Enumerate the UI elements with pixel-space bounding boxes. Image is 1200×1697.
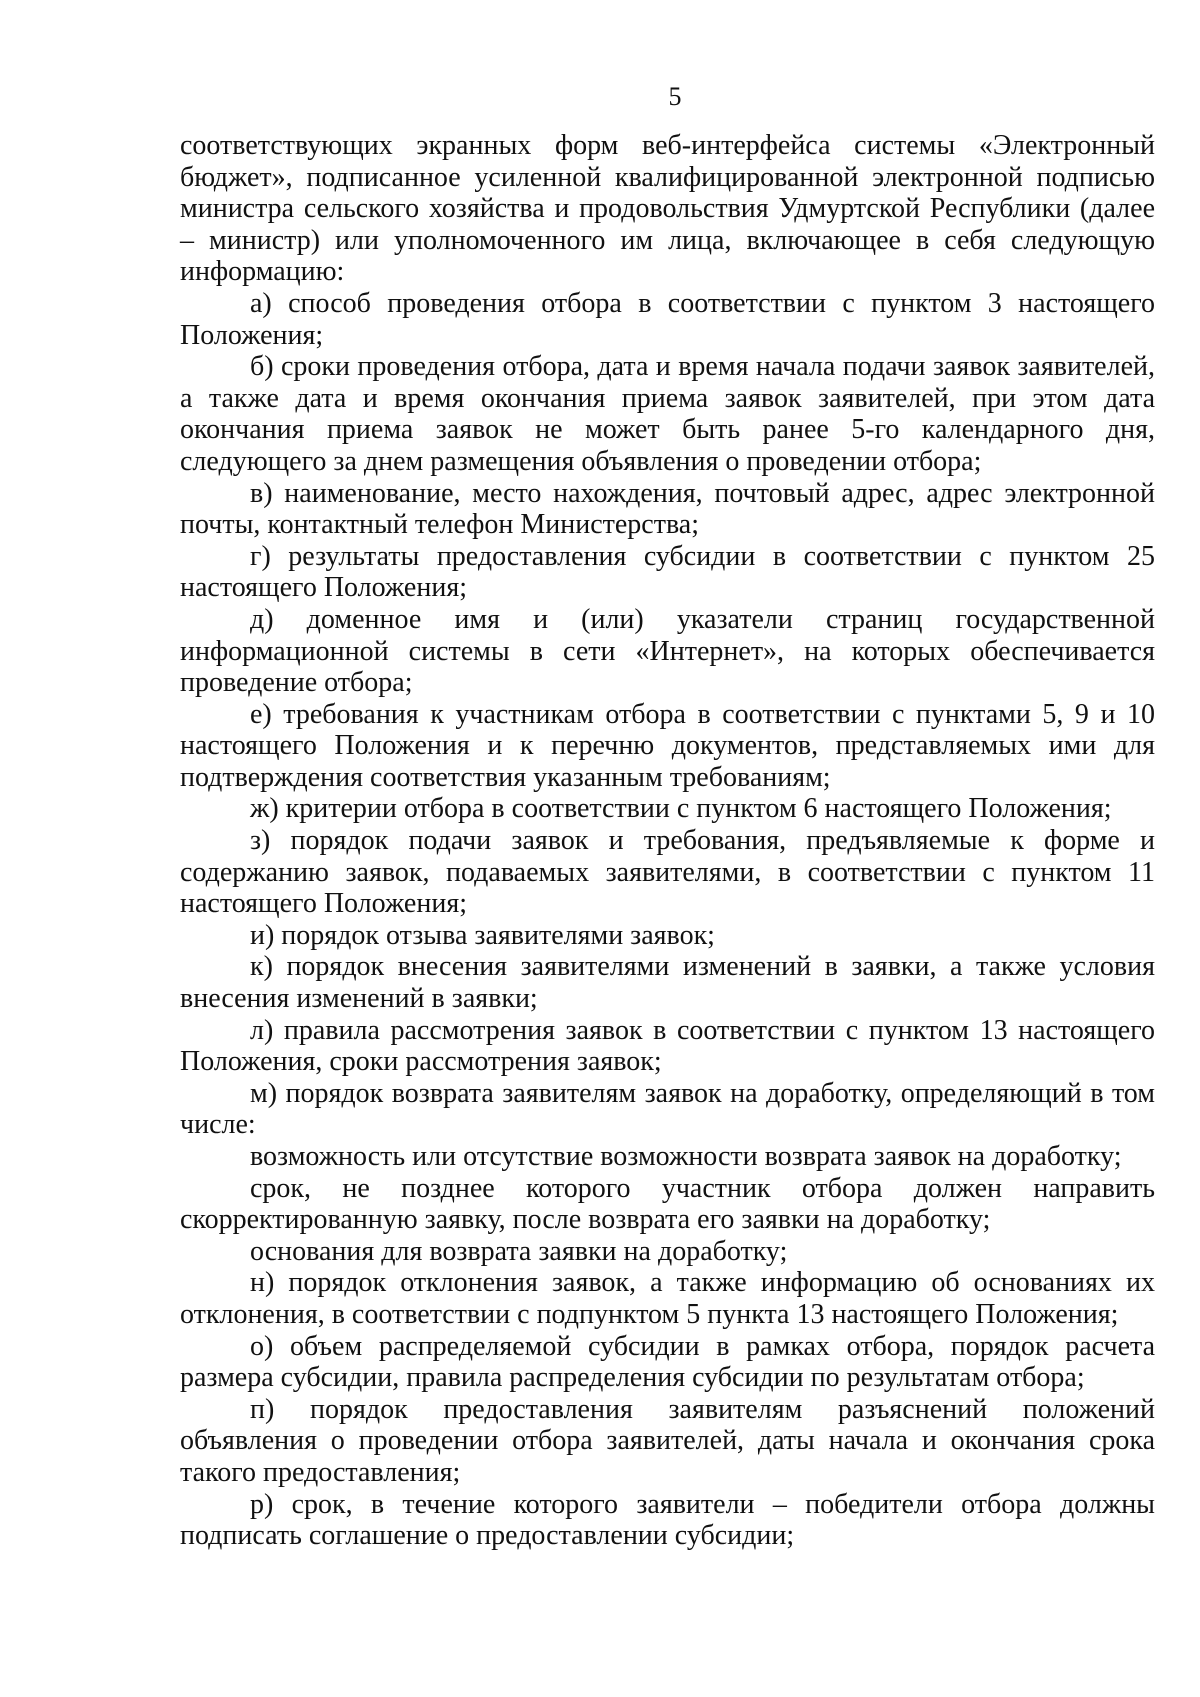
list-item-l: л) правила рассмотрения заявок в соответствии с пунктом 13 настоящего Положения, сроки рассмотрения заявок; (180, 1014, 1155, 1078)
list-item-d: д) доменное имя и (или) указатели страниц государственной информационной системы в сети «Интернет», на которых обеспечивается проведение отбора; (180, 603, 1155, 699)
sub-item-possibility: возможность или отсутствие возможности возврата заявок на доработку; (250, 1141, 1122, 1172)
list-item-k: к) порядок внесения заявителями изменений в заявки, а также условия внесения изменений в заявки; (180, 951, 1155, 1015)
list-item-v: в) наименование, место нахождения, почтовый адрес, адрес электронной почты, контактный телефон Министерства; (180, 477, 1155, 541)
list-item-g: г) результаты предоставления субсидии в соответствии с пунктом 25 настоящего Положения; (180, 540, 1155, 604)
sub-item-grounds: основания для возврата заявки на доработку; (250, 1235, 788, 1267)
list-item-e: е) требования к участникам отбора в соответствии с пунктами 5, 9 и 10 настоящего Положения и к перечню документов, представляемых ими для подтверждения соответствия указанным требованиям; (180, 698, 1155, 793)
list-item-m: м) порядок возврата заявителям заявок на доработку, определяющий в том числе: (180, 1077, 1155, 1141)
intro-paragraph: соответствующих экранных форм веб-интерфейса системы «Электронный бюджет», подписанное усиленной квалифицированной электронной подписью министра сельского хозяйства и продовольствия Удмуртской Республики (далее – министр) или уполномоченного им лица, включающее в себя следующую информацию: (180, 130, 1155, 288)
document-body (180, 130, 1155, 1552)
list-item-b: б) сроки проведения отбора, дата и время начала подачи заявок заявителей, а также дата и время окончания приема заявок заявителей, при этом дата окончания приема заявок не может быть ранее 5-го календарного дня, следующего за днем размещения объявления о проведении отбора; (180, 351, 1155, 477)
list-item-r: р) срок, в течение которого заявители – победители отбора должны подписать соглашение о предоставлении субсидии; (180, 1488, 1155, 1552)
list-item-n: н) порядок отклонения заявок, а также информацию об основаниях их отклонения, в соответствии с подпунктом 5 пункта 13 настоящего Положения; (180, 1267, 1155, 1330)
list-item-a: а) способ проведения отбора в соответствии с пунктом 3 настоящего Положения; (180, 287, 1155, 351)
sub-item-deadline: срок, не позднее которого участник отбора должен направить скорректированную заявку, после возврата его заявки на доработку; (180, 1172, 1155, 1236)
list-item-p: п) порядок предоставления заявителям разъяснений положений объявления о проведении отбора заявителей, даты начала и окончания срока такого предоставления; (180, 1393, 1155, 1488)
page-number: 5 (668, 82, 682, 111)
list-item-zh: ж) критерии отбора в соответствии с пунктом 6 настоящего Положения; (250, 793, 1112, 825)
list-item-i: и) порядок отзыва заявителями заявок; (250, 919, 715, 951)
list-item-z: з) порядок подачи заявок и требования, предъявляемые к форме и содержанию заявок, подаваемых заявителями, в соответствии с пунктом 11 настоящего Положения; (180, 825, 1155, 920)
list-item-o: о) объем распределяемой субсидии в рамках отбора, порядок расчета размера субсидии, правила распределения субсидии по результатам отбора; (180, 1330, 1155, 1394)
